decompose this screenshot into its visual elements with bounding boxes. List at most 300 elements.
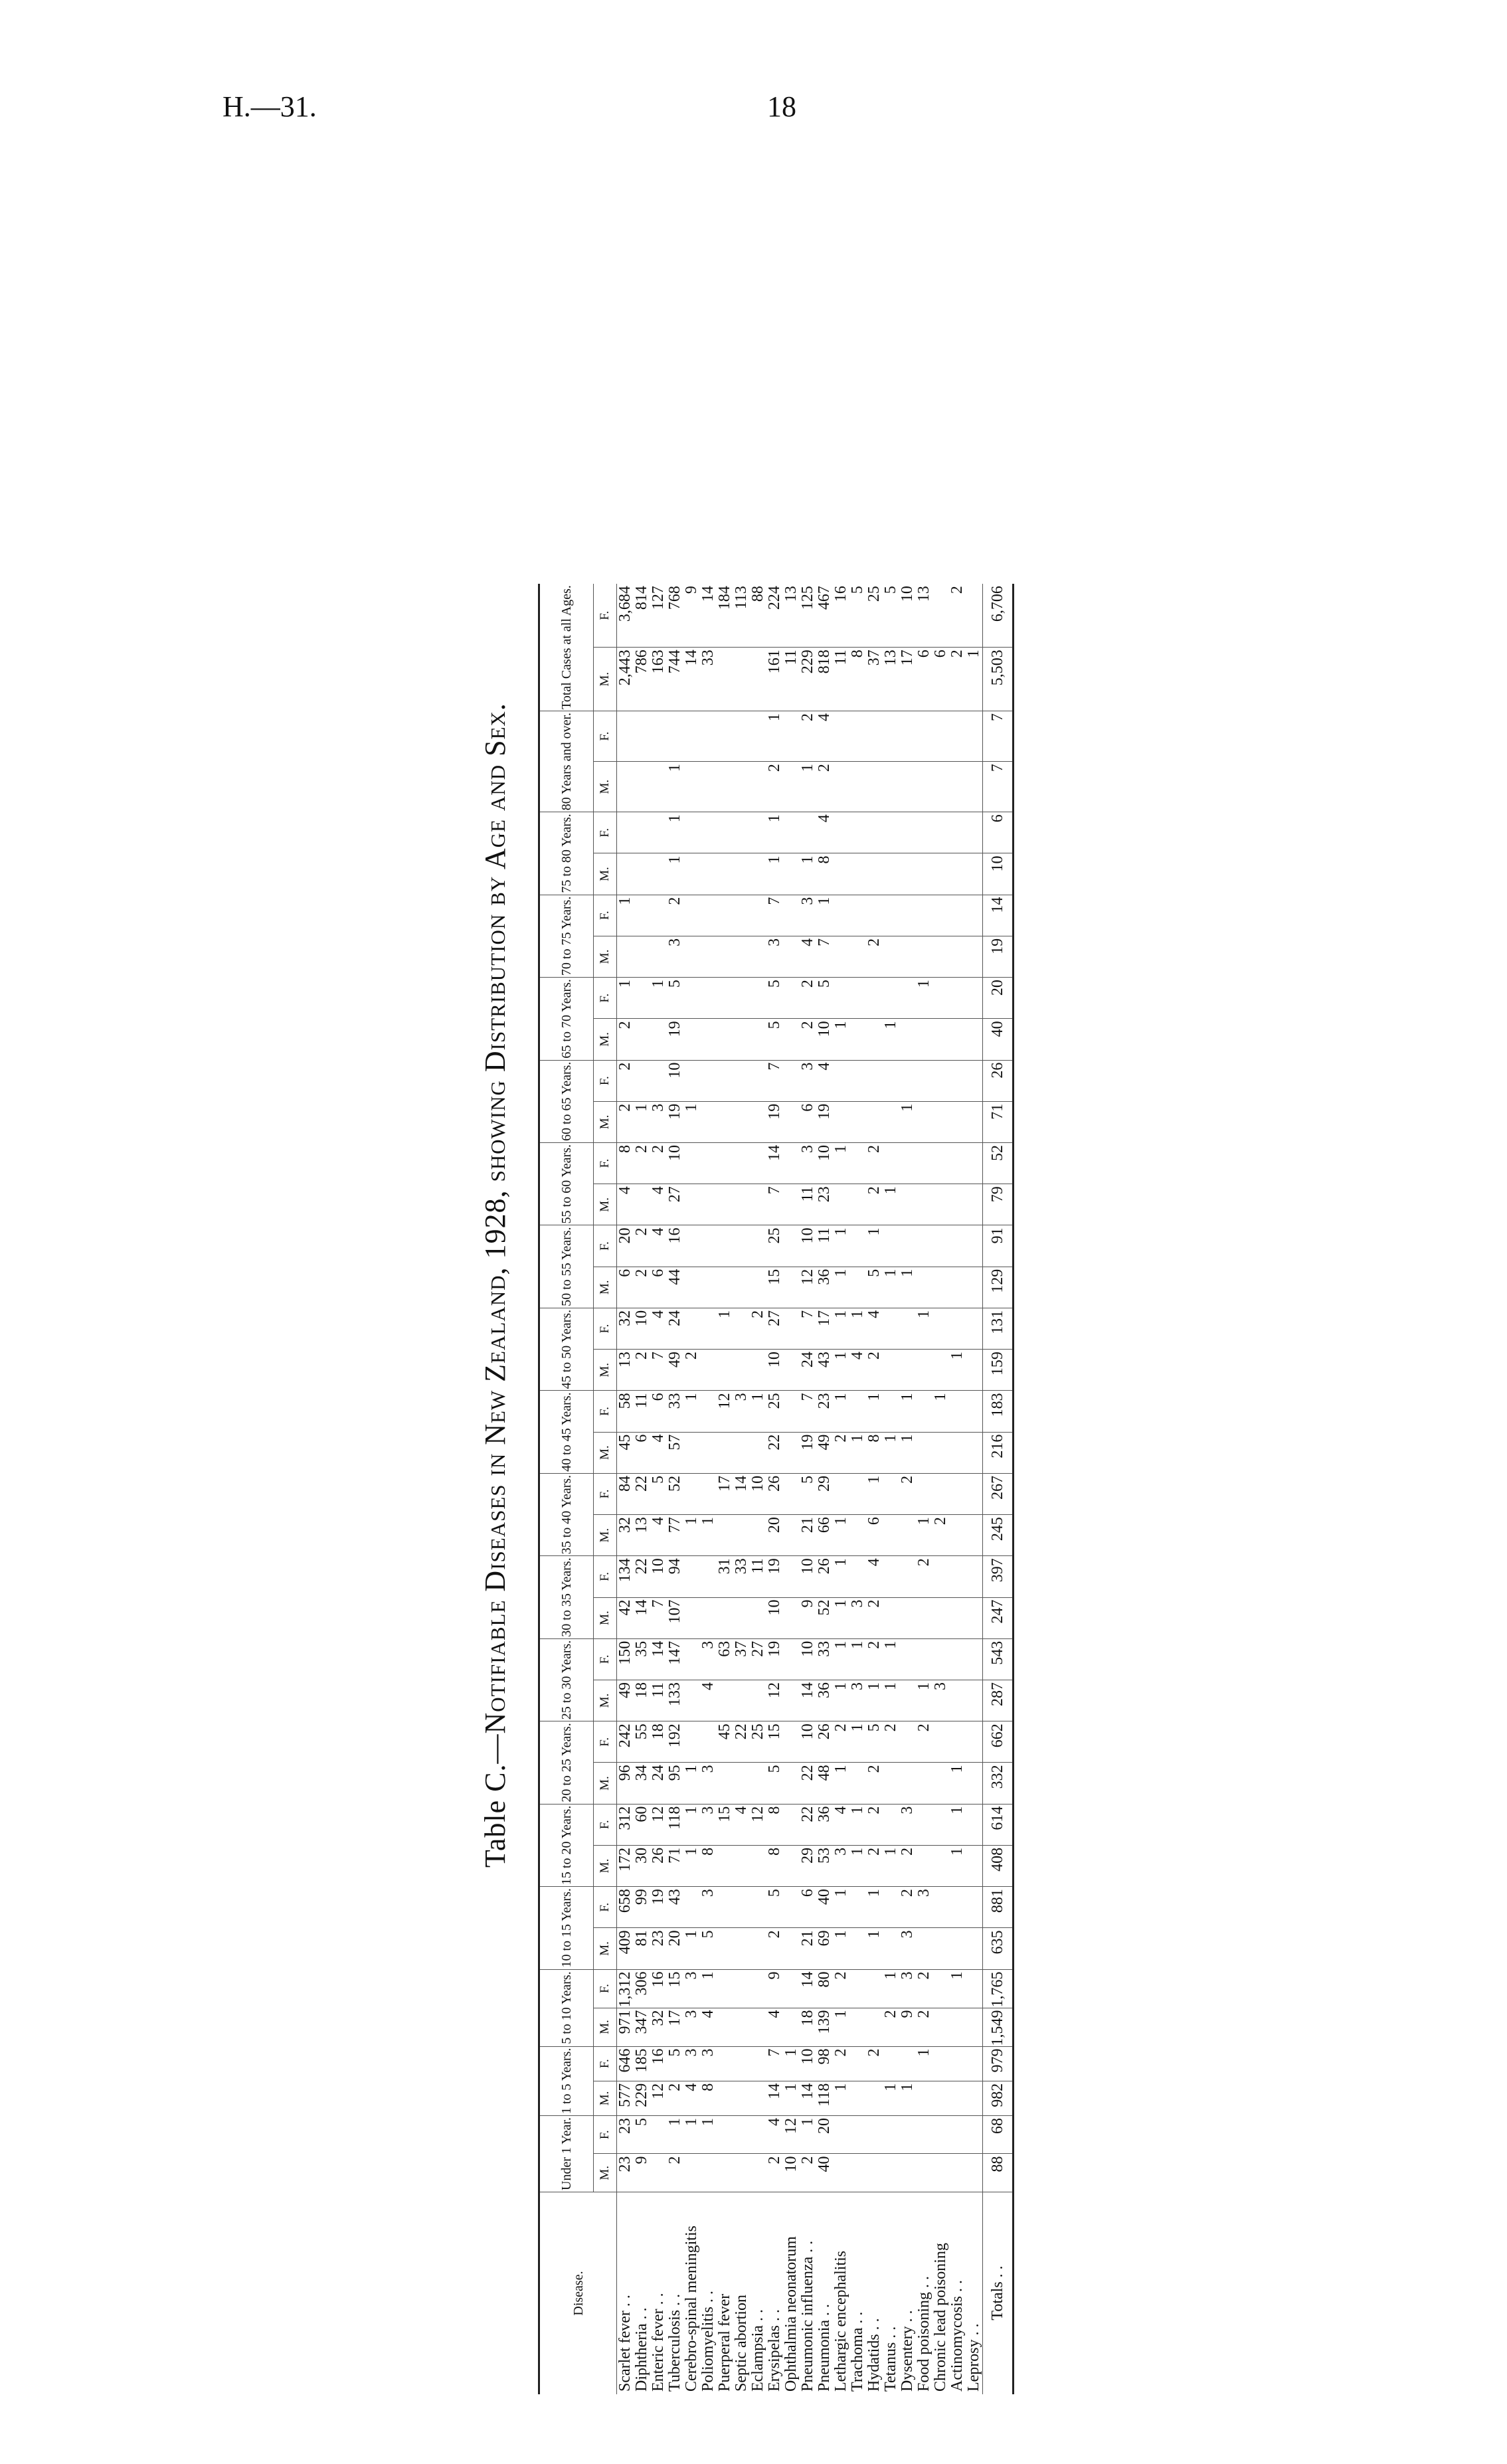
case-count-cell [700, 1184, 717, 1225]
age-group-header: Total Cases at all Ages. [539, 584, 594, 711]
case-count-cell [733, 1597, 750, 1638]
table-row [667, 584, 683, 2394]
case-count-cell [899, 2154, 916, 2192]
case-count-cell: 2 [883, 2008, 899, 2046]
case-count-cell: 12 [717, 1391, 733, 1432]
case-count-cell [717, 1969, 733, 2008]
case-count-cell [883, 978, 899, 1019]
case-count-cell [883, 895, 899, 936]
case-count-cell: 95 [667, 1763, 683, 1804]
case-count-cell: 20 [816, 2116, 833, 2155]
case-count-cell: 3,684 [617, 584, 634, 648]
case-count-cell [683, 1638, 700, 1680]
case-count-cell: 1 [816, 895, 833, 936]
case-count-cell [949, 936, 966, 977]
female-header: F. [594, 1391, 617, 1432]
case-count-cell [949, 2154, 966, 2192]
case-count-cell: 5 [650, 1473, 667, 1514]
case-count-cell [683, 1721, 700, 1763]
case-count-cell [783, 853, 800, 895]
case-count-cell [932, 936, 949, 977]
case-count-cell: 52 [667, 1473, 683, 1514]
case-count-cell: 1 [883, 1638, 899, 1680]
case-count-cell [966, 1060, 983, 1101]
case-count-cell: 1 [833, 1680, 849, 1721]
case-count-cell [899, 1638, 916, 1680]
case-count-cell [733, 1184, 750, 1225]
case-count-cell: 1 [683, 1391, 700, 1432]
case-count-cell [733, 812, 750, 853]
age-group-header: Under 1 Year. [539, 2116, 594, 2192]
case-count-cell: 287 [983, 1680, 1014, 1721]
case-count-cell [733, 1887, 750, 1928]
case-count-cell: 19 [766, 1556, 783, 1597]
case-count-cell [949, 1597, 966, 1638]
case-count-cell: 44 [667, 1267, 683, 1308]
case-count-cell: 14 [800, 1680, 816, 1721]
age-group-header: 60 to 65 Years. [539, 1060, 594, 1142]
case-count-cell: 12 [800, 1267, 816, 1308]
case-count-cell [717, 1267, 733, 1308]
case-count-cell [683, 1887, 700, 1928]
case-count-cell [733, 1515, 750, 1556]
case-count-cell: 36 [816, 1680, 833, 1721]
case-count-cell [883, 1887, 899, 1928]
case-count-cell [717, 2081, 733, 2115]
case-count-cell [966, 1350, 983, 1391]
case-count-cell: 6 [617, 1267, 634, 1308]
table-row [966, 584, 983, 2394]
case-count-cell [783, 1143, 800, 1184]
case-count-cell [966, 1969, 983, 2008]
case-count-cell [966, 812, 983, 853]
case-count-cell [966, 1804, 983, 1845]
case-count-cell [932, 2081, 949, 2115]
case-count-cell [949, 1391, 966, 1432]
case-count-cell [783, 1060, 800, 1101]
case-count-cell: 27 [750, 1638, 766, 1680]
case-count-cell: 36 [816, 1804, 833, 1845]
case-count-cell: 35 [634, 1638, 650, 1680]
table-row [733, 584, 750, 2394]
case-count-cell: 9 [634, 2154, 650, 2192]
case-count-cell: 19 [667, 1101, 683, 1142]
case-count-cell [899, 2046, 916, 2081]
case-count-cell: 192 [667, 1721, 683, 1763]
case-count-cell: 4 [700, 2008, 717, 2046]
case-count-cell: 4 [617, 1184, 634, 1225]
case-count-cell: 49 [816, 1432, 833, 1473]
case-count-cell: 23 [617, 2116, 634, 2155]
female-header: F. [594, 1969, 617, 2008]
case-count-cell: 2 [866, 1845, 883, 1886]
case-count-cell: 1 [866, 1391, 883, 1432]
case-count-cell: 5 [766, 1887, 783, 1928]
case-count-cell: 4 [650, 1184, 667, 1225]
female-header: F. [594, 1060, 617, 1101]
case-count-cell: 10 [800, 1225, 816, 1267]
case-count-cell: 306 [634, 1969, 650, 2008]
case-count-cell: 577 [617, 2081, 634, 2115]
case-count-cell [966, 1308, 983, 1349]
case-count-cell: 1 [849, 1845, 866, 1886]
female-header: F. [594, 1804, 617, 1845]
case-count-cell [966, 1887, 983, 1928]
case-count-cell [750, 895, 766, 936]
case-count-cell: 4 [683, 2081, 700, 2115]
case-count-cell: 172 [617, 1845, 634, 1886]
case-count-cell: 3 [700, 1804, 717, 1845]
disease-name: Chronic lead poisoning [932, 2243, 949, 2392]
case-count-cell: 77 [667, 1515, 683, 1556]
case-count-cell [750, 1350, 766, 1391]
case-count-cell [866, 1060, 883, 1101]
female-header: F. [594, 978, 617, 1019]
male-header: M. [594, 853, 617, 895]
case-count-cell: 13 [783, 584, 800, 648]
case-count-cell: 6 [932, 648, 949, 711]
case-count-cell [783, 1638, 800, 1680]
disease-name: Tetanus . . [882, 2326, 899, 2392]
case-count-cell: 11 [783, 648, 800, 711]
case-count-cell [932, 2116, 949, 2155]
case-count-cell: 2 [800, 1019, 816, 1060]
case-count-cell: 1 [700, 2116, 717, 2155]
case-count-cell [932, 1969, 949, 2008]
case-count-cell: 12 [750, 1804, 766, 1845]
case-count-cell [849, 1267, 866, 1308]
case-count-cell: 4 [650, 1432, 667, 1473]
table-row [783, 584, 800, 2394]
case-count-cell [866, 978, 883, 1019]
case-count-cell: 15 [717, 1804, 733, 1845]
case-count-cell: 1 [833, 1638, 849, 1680]
case-count-cell: 1 [766, 711, 783, 761]
case-count-cell [949, 895, 966, 936]
case-count-cell: 1 [700, 1969, 717, 2008]
case-count-cell: 8 [849, 648, 866, 711]
case-count-cell [750, 853, 766, 895]
case-count-cell [916, 853, 932, 895]
case-count-cell: 16 [650, 2046, 667, 2081]
case-count-cell: 6 [800, 1887, 816, 1928]
case-count-cell [717, 1432, 733, 1473]
case-count-cell [883, 1143, 899, 1184]
case-count-cell: 40 [983, 1019, 1014, 1060]
case-count-cell: 1 [833, 2081, 849, 2115]
case-count-cell [634, 1060, 650, 1101]
case-count-cell [717, 1845, 733, 1886]
case-count-cell [899, 762, 916, 812]
case-count-cell [783, 1887, 800, 1928]
case-count-cell [634, 1184, 650, 1225]
case-count-cell [849, 762, 866, 812]
case-count-cell: 163 [650, 648, 667, 711]
case-count-cell: 5 [667, 978, 683, 1019]
case-count-cell: 24 [667, 1308, 683, 1349]
case-count-cell: 1 [833, 1887, 849, 1928]
disease-name: Trachoma . . [849, 2311, 866, 2392]
table-title-prefix: Table C.— [479, 1733, 511, 1868]
case-count-cell: 9 [800, 1597, 816, 1638]
case-count-cell: 34 [634, 1763, 650, 1804]
female-header: F. [594, 1721, 617, 1763]
case-count-cell [733, 1019, 750, 1060]
case-count-cell: 3 [932, 1680, 949, 1721]
case-count-cell [733, 1101, 750, 1142]
case-count-cell: 63 [717, 1638, 733, 1680]
table-row [899, 584, 916, 2394]
case-count-cell: 32 [617, 1308, 634, 1349]
case-count-cell: 1 [800, 2116, 816, 2155]
case-count-cell: 5,503 [983, 648, 1014, 711]
case-count-cell: 1 [783, 2046, 800, 2081]
case-count-cell: 17 [667, 2008, 683, 2046]
case-count-cell: 1 [650, 978, 667, 1019]
case-count-cell: 4 [650, 1308, 667, 1349]
age-group-header: 15 to 20 Years. [539, 1804, 594, 1886]
case-count-cell [783, 1432, 800, 1473]
case-count-cell [916, 1638, 932, 1680]
case-count-cell [733, 648, 750, 711]
case-count-cell: 1 [617, 978, 634, 1019]
case-count-cell [833, 936, 849, 977]
case-count-cell: 18 [800, 2008, 816, 2046]
case-count-cell [966, 1721, 983, 1763]
case-count-cell [700, 1721, 717, 1763]
case-count-cell [733, 1680, 750, 1721]
disease-name: Enteric fever . . [650, 2293, 667, 2392]
case-count-cell [700, 1060, 717, 1101]
case-count-cell: 139 [816, 2008, 833, 2046]
case-count-cell: 80 [816, 1969, 833, 2008]
case-count-cell [683, 1143, 700, 1184]
case-count-cell: 29 [800, 1845, 816, 1886]
case-count-cell: 4 [833, 1804, 849, 1845]
case-count-cell [733, 1432, 750, 1473]
case-count-cell [783, 1101, 800, 1142]
age-group-header: 55 to 60 Years. [539, 1143, 594, 1225]
disease-name: Food poisoning . . [915, 2275, 932, 2392]
female-header: F. [594, 1638, 617, 1680]
case-count-cell [733, 762, 750, 812]
case-count-cell: 1 [833, 1143, 849, 1184]
case-count-cell [883, 1804, 899, 1845]
case-count-cell: 52 [816, 1597, 833, 1638]
case-count-cell: 49 [667, 1350, 683, 1391]
case-count-cell [899, 1556, 916, 1597]
case-count-cell: 245 [983, 1515, 1014, 1556]
case-count-cell: 3 [833, 1845, 849, 1886]
case-count-cell: 5 [700, 1928, 717, 1969]
case-count-cell [916, 1845, 932, 1886]
case-count-cell [833, 762, 849, 812]
case-count-cell: 10 [766, 1350, 783, 1391]
case-count-cell [733, 1763, 750, 1804]
case-count-cell: 5 [866, 1267, 883, 1308]
case-count-cell: 14 [683, 648, 700, 711]
case-count-cell: 1 [683, 1845, 700, 1886]
case-count-cell: 3 [800, 895, 816, 936]
case-count-cell [650, 1060, 667, 1101]
table-row [683, 584, 700, 2394]
male-header: M. [594, 2081, 617, 2115]
case-count-cell: 11 [750, 1556, 766, 1597]
case-count-cell [866, 2116, 883, 2155]
case-count-cell [883, 853, 899, 895]
case-count-cell: 7 [650, 1350, 667, 1391]
case-count-cell [916, 1763, 932, 1804]
case-count-cell [949, 853, 966, 895]
case-count-cell: 1 [800, 853, 816, 895]
case-count-cell [634, 711, 650, 761]
case-count-cell [932, 2046, 949, 2081]
case-count-cell [849, 1101, 866, 1142]
case-count-cell [966, 1267, 983, 1308]
case-count-cell: 2 [800, 711, 816, 761]
case-count-cell [916, 1060, 932, 1101]
age-group-header: 65 to 70 Years. [539, 978, 594, 1060]
case-count-cell [966, 1391, 983, 1432]
case-count-cell [966, 1225, 983, 1267]
female-header: F. [594, 1473, 617, 1514]
female-header: F. [594, 2046, 617, 2081]
case-count-cell [700, 812, 717, 853]
case-count-cell [899, 1019, 916, 1060]
case-count-cell: 26 [766, 1473, 783, 1514]
case-count-cell: 635 [983, 1928, 1014, 1969]
case-count-cell: 2 [949, 648, 966, 711]
case-count-cell: 6,706 [983, 584, 1014, 648]
case-count-cell: 5 [766, 1763, 783, 1804]
case-count-cell: 53 [816, 1845, 833, 1886]
case-count-cell: 11 [634, 1391, 650, 1432]
case-count-cell: 6 [634, 1432, 650, 1473]
case-count-cell: 15 [766, 1267, 783, 1308]
case-count-cell: 2,443 [617, 648, 634, 711]
case-count-cell: 21 [800, 1515, 816, 1556]
case-count-cell: 5 [816, 978, 833, 1019]
case-count-cell: 33 [700, 648, 717, 711]
case-count-cell: 10 [667, 1060, 683, 1101]
case-count-cell: 2 [866, 936, 883, 977]
case-count-cell: 614 [983, 1804, 1014, 1845]
case-count-cell [849, 978, 866, 1019]
case-count-cell [849, 1515, 866, 1556]
case-count-cell [783, 1515, 800, 1556]
case-count-cell [899, 978, 916, 1019]
case-count-cell: 1 [833, 1928, 849, 1969]
case-count-cell: 40 [816, 2154, 833, 2192]
table-row [750, 584, 766, 2394]
case-count-cell [916, 1928, 932, 1969]
age-group-header: 25 to 30 Years. [539, 1638, 594, 1721]
case-count-cell [916, 1184, 932, 1225]
case-count-cell: 14 [766, 2081, 783, 2115]
table-title-main: Notifiable Diseases in New Zealand, 1928, showing Distribution by Age and Sex. [479, 703, 511, 1734]
case-count-cell: 242 [617, 1721, 634, 1763]
case-count-cell: 2 [634, 1225, 650, 1267]
case-count-cell: 84 [617, 1473, 634, 1514]
case-count-cell [916, 1350, 932, 1391]
case-count-cell: 1 [966, 648, 983, 711]
case-count-cell: 12 [783, 2116, 800, 2155]
case-count-cell [634, 936, 650, 977]
case-count-cell [683, 1473, 700, 1514]
case-count-cell [916, 2081, 932, 2115]
case-count-cell [717, 648, 733, 711]
case-count-cell [683, 812, 700, 853]
case-count-cell [899, 895, 916, 936]
case-count-cell: 19 [766, 1101, 783, 1142]
table-row [800, 584, 816, 2394]
male-header: M. [594, 1101, 617, 1142]
case-count-cell [700, 895, 717, 936]
case-count-cell [683, 1680, 700, 1721]
case-count-cell: 30 [634, 1845, 650, 1886]
case-count-cell: 31 [717, 1556, 733, 1597]
disease-name: Puerperal fever [716, 2293, 733, 2392]
case-count-cell: 1 [667, 762, 683, 812]
case-count-cell: 18 [650, 1721, 667, 1763]
case-count-cell [949, 1556, 966, 1597]
female-header: F. [594, 1308, 617, 1349]
case-count-cell: 1 [916, 1308, 932, 1349]
case-count-cell [932, 1473, 949, 1514]
case-count-cell [783, 1763, 800, 1804]
case-count-cell: 1 [883, 1432, 899, 1473]
case-count-cell [949, 978, 966, 1019]
case-count-cell: 2 [833, 1721, 849, 1763]
case-count-cell: 1 [899, 2081, 916, 2115]
case-count-cell: 32 [650, 2008, 667, 2046]
case-count-cell [849, 853, 866, 895]
case-count-cell [966, 1473, 983, 1514]
female-header: F. [594, 812, 617, 853]
case-count-cell: 69 [816, 1928, 833, 1969]
case-count-cell: 7 [800, 1308, 816, 1349]
case-count-cell [683, 1019, 700, 1060]
case-count-cell: 14 [800, 1969, 816, 2008]
disease-name: Tuberculosis . . [666, 2293, 683, 2392]
case-count-cell: 1 [866, 1473, 883, 1514]
case-count-cell [883, 1350, 899, 1391]
case-count-cell [683, 853, 700, 895]
case-count-cell [717, 1597, 733, 1638]
case-count-cell: 1 [916, 1515, 932, 1556]
case-count-cell: 1 [833, 1391, 849, 1432]
case-count-cell: 8 [617, 1143, 634, 1184]
case-count-cell [783, 1350, 800, 1391]
case-count-cell: 1 [883, 1969, 899, 2008]
case-count-cell: 33 [733, 1556, 750, 1597]
case-count-cell: 7 [766, 895, 783, 936]
table-row [949, 584, 966, 2394]
case-count-cell [883, 1597, 899, 1638]
case-count-cell: 33 [816, 1638, 833, 1680]
case-count-cell [849, 1019, 866, 1060]
case-count-cell [966, 1763, 983, 1804]
case-count-cell [949, 1515, 966, 1556]
case-count-cell: 26 [650, 1845, 667, 1886]
case-count-cell: 1 [683, 1804, 700, 1845]
case-count-cell: 14 [700, 584, 717, 648]
case-count-cell [783, 1267, 800, 1308]
case-count-cell: 1 [949, 1763, 966, 1804]
age-group-header: 70 to 75 Years. [539, 895, 594, 977]
case-count-cell: 2 [916, 1969, 932, 2008]
case-count-cell: 10 [816, 1019, 833, 1060]
